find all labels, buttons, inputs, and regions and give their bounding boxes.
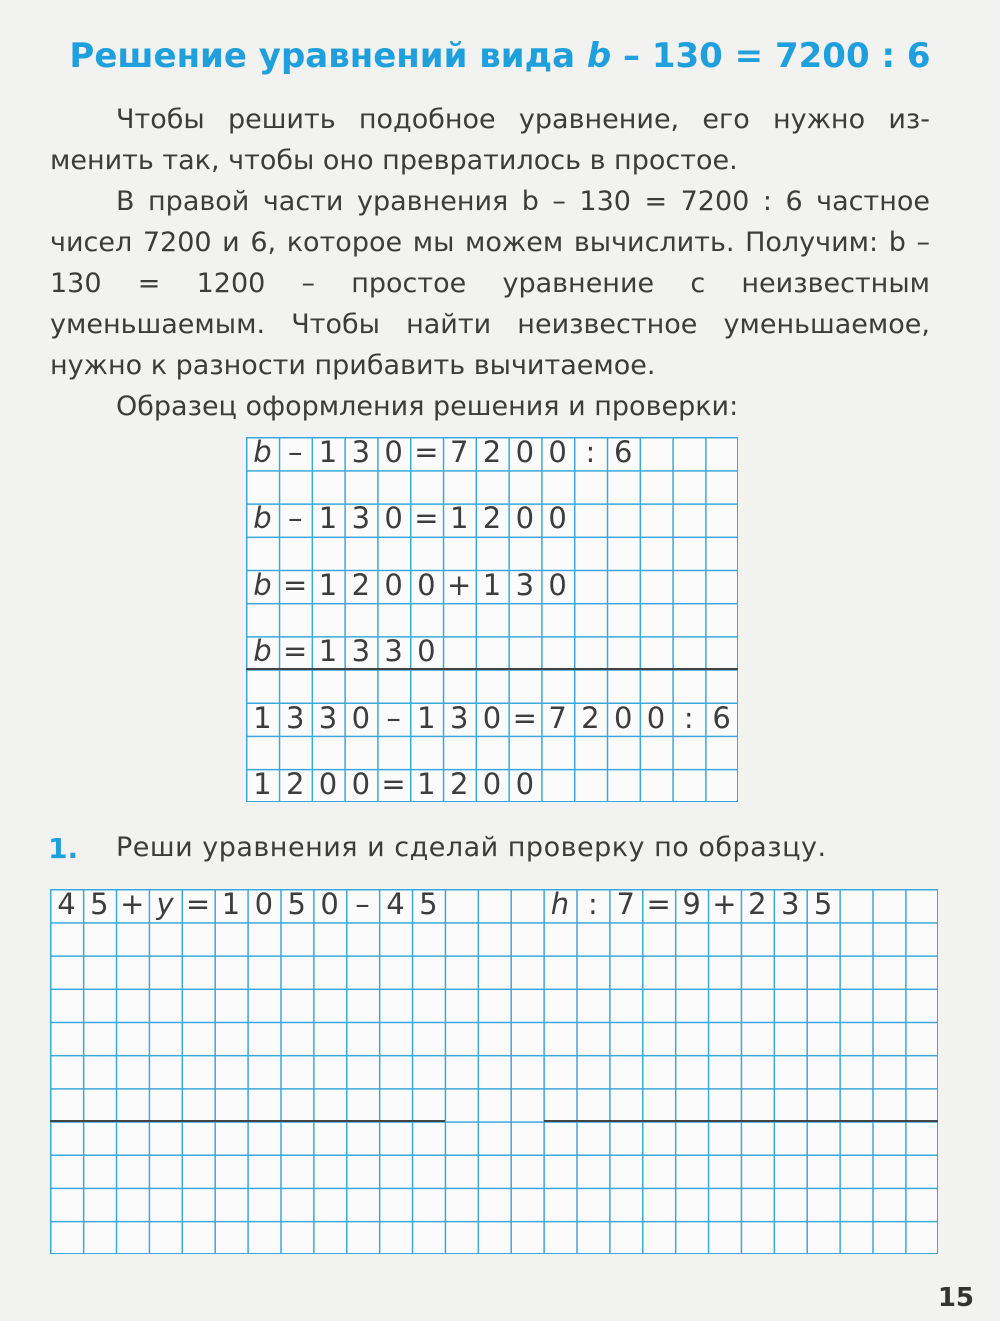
equation-char: 4 xyxy=(386,887,405,921)
grid-char: b xyxy=(253,567,272,602)
grid-char: 1 xyxy=(253,700,272,735)
equation-char: 5 xyxy=(813,887,833,921)
task-number: 1. xyxy=(48,832,79,865)
grid-char: – xyxy=(287,501,303,536)
solution-check-divider xyxy=(246,668,738,670)
grid-char: – xyxy=(287,435,303,469)
equation-char: 9 xyxy=(682,887,701,921)
paragraph-intro: Чтобы решить подобное уравнение, его нужно изменить так, чтобы оно превратилось в простое. xyxy=(50,104,930,176)
equation-char: : xyxy=(587,887,598,921)
grid-char: 0 xyxy=(548,501,567,536)
grid-char: 0 xyxy=(318,767,338,801)
grid-char: 0 xyxy=(548,567,567,602)
grid-char: 6 xyxy=(712,700,731,735)
sample-solution-grid xyxy=(246,437,738,802)
grid-char: = xyxy=(414,435,439,469)
grid-char: b xyxy=(253,501,272,536)
grid-char: 3 xyxy=(285,700,305,735)
grid-char: 2 xyxy=(482,501,502,536)
grid-char: 1 xyxy=(318,435,338,469)
equation-char: + xyxy=(120,887,145,921)
grid-char: 0 xyxy=(482,767,502,801)
grid-char: 0 xyxy=(384,435,403,469)
equation-char: 4 xyxy=(57,887,76,921)
grid-char: – xyxy=(386,700,401,735)
grid-char: 2 xyxy=(351,567,371,602)
equation-char: + xyxy=(712,887,737,921)
grid-char: 3 xyxy=(515,567,535,602)
grid-char: = xyxy=(283,634,308,669)
equation-char: = xyxy=(646,887,671,921)
grid-char: 3 xyxy=(384,634,403,669)
equation-char: y xyxy=(156,887,174,921)
grid-char: 3 xyxy=(351,634,371,669)
grid-char: 0 xyxy=(515,767,535,801)
page-title xyxy=(0,36,1000,76)
grid-char: 0 xyxy=(417,634,436,669)
grid-char: 1 xyxy=(417,700,436,735)
grid-char: 7 xyxy=(449,435,469,469)
grid-char: 1 xyxy=(482,567,502,602)
grid-char: 2 xyxy=(449,767,469,801)
equation-char: 0 xyxy=(254,887,274,921)
grid-char: 2 xyxy=(581,700,600,735)
grid-char: 1 xyxy=(417,767,436,801)
title-prefix: Решение уравнений вида xyxy=(69,36,587,76)
equation-char: = xyxy=(185,887,211,921)
grid-char: 3 xyxy=(351,501,371,536)
grid-char: 1 xyxy=(318,501,338,536)
equation-char: 1 xyxy=(221,887,241,921)
grid-char: 2 xyxy=(482,435,502,469)
grid-char: 2 xyxy=(285,767,305,801)
grid-char: = xyxy=(414,501,439,536)
grid-char: 0 xyxy=(351,700,371,735)
grid-char: 0 xyxy=(482,700,502,735)
equation-char: 5 xyxy=(419,887,438,921)
grid-char: + xyxy=(447,567,472,602)
grid-char: b xyxy=(253,435,272,469)
title-rest: – 130 = 7200 : 6 xyxy=(611,36,931,76)
grid-char: 0 xyxy=(384,501,403,536)
grid-char: : xyxy=(683,700,694,735)
grid-char: 3 xyxy=(449,700,469,735)
grid-char: 1 xyxy=(318,567,338,602)
grid-char: 0 xyxy=(646,700,666,735)
equation-char: 7 xyxy=(616,887,635,921)
grid-char: 1 xyxy=(449,501,469,536)
grid-char: 6 xyxy=(613,435,633,469)
grid-char: 1 xyxy=(253,767,272,801)
grid-char: 0 xyxy=(515,501,535,536)
equation-char: 2 xyxy=(748,887,767,921)
grid-char: 3 xyxy=(351,435,371,469)
grid-char: = xyxy=(381,767,406,801)
task-divider-left xyxy=(50,1120,445,1122)
grid-char: 7 xyxy=(548,700,567,735)
grid-char: 3 xyxy=(318,700,338,735)
grid-char: = xyxy=(512,700,537,735)
paragraph-explanation: В правой части уравнения b – 130 = 7200 : 6 частное чисел 7200 и 6, которое мы можем вычислить. Получим: b – 130 = 1200 – простое уравнение с неизвестным уменьшаемым. Чтобы найти неизвестное уменьшаемое, нужно к разности прибавить вычитаемое. xyxy=(50,186,930,381)
equation-char: 0 xyxy=(320,887,339,921)
equation-char: h xyxy=(550,887,570,921)
grid-char: 0 xyxy=(417,567,436,602)
grid-char: b xyxy=(253,634,272,669)
equation-char: – xyxy=(355,887,370,921)
equation-char: 5 xyxy=(287,887,306,921)
grid-char: 0 xyxy=(548,435,567,469)
paragraph-sample-caption: Образец оформления решения и проверки: xyxy=(116,391,739,422)
grid-char: 0 xyxy=(351,767,371,801)
task-instruction: Реши уравнения и сделай проверку по образцу. xyxy=(116,832,827,863)
task-divider-right xyxy=(544,1120,939,1122)
grid-char: 1 xyxy=(318,634,338,669)
equation-char: 5 xyxy=(90,887,109,921)
page-number: 15 xyxy=(937,1283,974,1313)
grid-char: = xyxy=(283,567,308,602)
task-answer-grid[interactable] xyxy=(50,889,938,1254)
grid-char: 0 xyxy=(384,567,403,602)
grid-char: 0 xyxy=(613,700,633,735)
grid-char: 0 xyxy=(515,435,535,469)
title-variable: b xyxy=(586,36,612,76)
grid-char: : xyxy=(585,435,596,469)
equation-char: 3 xyxy=(781,887,800,921)
